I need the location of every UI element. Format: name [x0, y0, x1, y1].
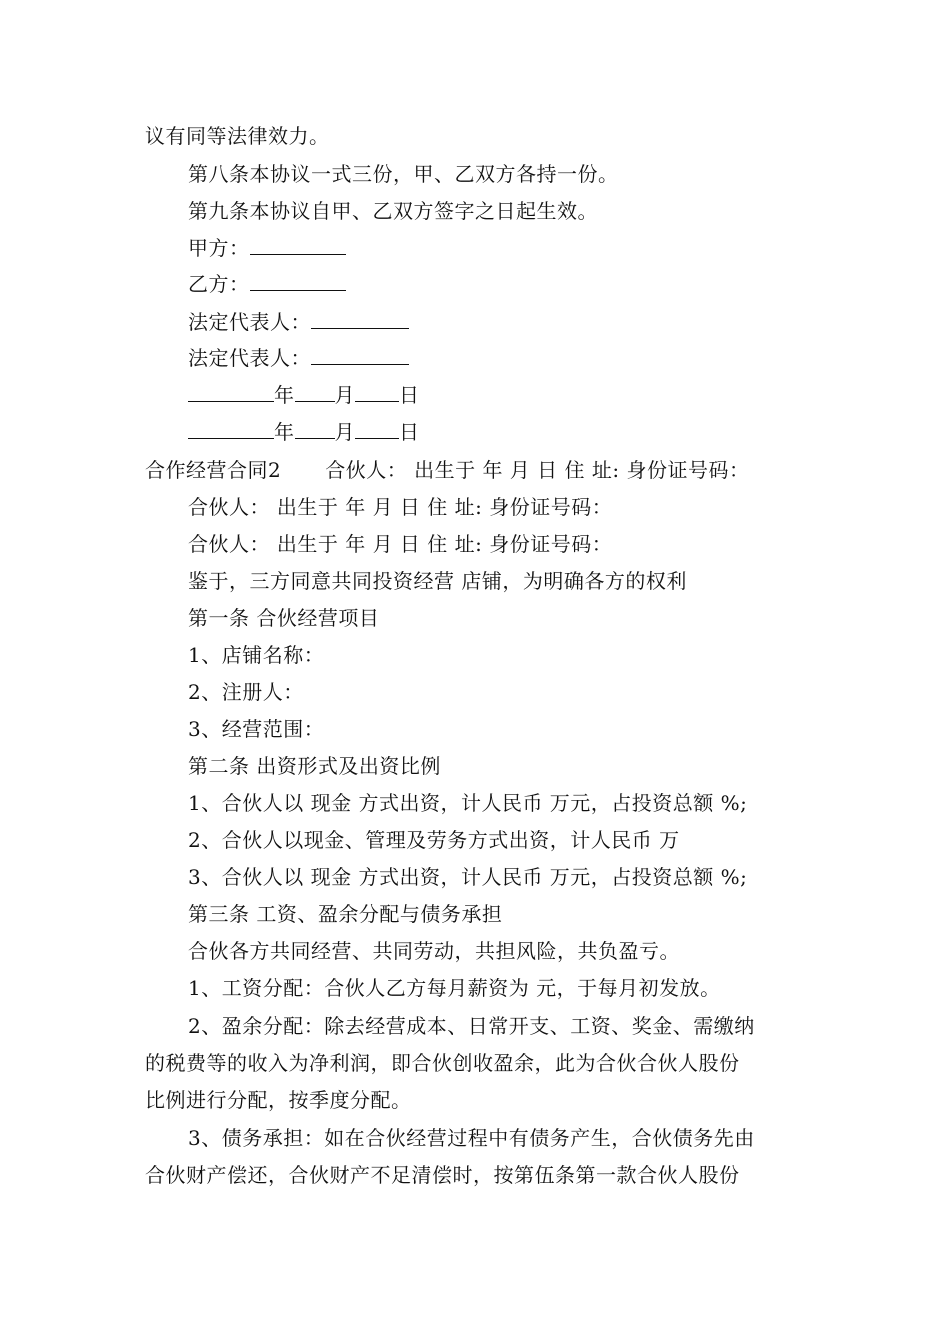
text-line: 1、店铺名称：	[188, 643, 325, 667]
year-label: 年	[274, 383, 295, 407]
text-line: 2、合伙人以现金、管理及劳务方式出资，计人民币 万	[188, 828, 680, 852]
month-blank	[295, 436, 335, 439]
year-blank	[188, 436, 274, 439]
signature-blank	[311, 326, 409, 329]
text-line: 2、盈余分配：除去经营成本、日常开支、工资、奖金、需缴纳	[188, 1014, 755, 1038]
text-line: 议有同等法律效力。	[145, 124, 330, 148]
section-heading: 第一条 合伙经营项目	[188, 606, 380, 630]
signature-blank	[250, 252, 346, 255]
text-line: 鉴于，三方同意共同投资经营 店铺，为明确各方的权利	[188, 569, 687, 593]
legal-rep-line-2	[188, 344, 409, 372]
text-line: 1、工资分配：合伙人乙方每月薪资为 元，于每月初发放。	[188, 976, 721, 1000]
signature-blank	[250, 288, 346, 291]
day-blank	[355, 399, 399, 402]
party-b-label: 乙方：	[188, 272, 250, 296]
text-line: 3、经营范围：	[188, 717, 325, 741]
legal-rep-label: 法定代表人：	[188, 346, 311, 370]
contract-heading-line	[145, 456, 749, 484]
year-blank	[188, 399, 274, 402]
section-heading: 第二条 出资形式及出资比例	[188, 754, 441, 778]
day-label: 日	[399, 420, 420, 444]
text-line: 3、合伙人以 现金 方式出资，计人民币 万元，占投资总额 %;	[188, 865, 748, 889]
partner-line: 合伙人： 出生于 年 月 日 住 址: 身份证号码：	[188, 495, 613, 519]
partner-line: 合伙人： 出生于 年 月 日 住 址: 身份证号码：	[188, 532, 613, 556]
text-line: 第八条本协议一式三份，甲、乙双方各持一份。	[188, 162, 619, 186]
signature-blank	[311, 362, 409, 365]
text-line: 合伙财产偿还，合伙财产不足清偿时，按第伍条第一款合伙人股份	[145, 1163, 740, 1187]
party-a-label: 甲方：	[188, 236, 250, 260]
text-line: 合伙各方共同经营、共同劳动，共担风险，共负盈亏。	[188, 939, 680, 963]
year-label: 年	[274, 420, 295, 444]
text-line: 3、债务承担：如在合伙经营过程中有债务产生，合伙债务先由	[188, 1126, 755, 1150]
legal-rep-label: 法定代表人：	[188, 310, 311, 334]
text-line: 第九条本协议自甲、乙双方签字之日起生效。	[188, 199, 598, 223]
legal-rep-line-1	[188, 308, 409, 336]
text-line: 的税费等的收入为净利润，即合伙创收盈余，此为合伙合伙人股份	[145, 1051, 740, 1075]
date-line-1	[188, 381, 420, 409]
day-blank	[355, 436, 399, 439]
section-heading: 第三条 工资、盈余分配与债务承担	[188, 902, 503, 926]
party-a-signature-line	[188, 234, 346, 262]
month-label: 月	[334, 383, 355, 407]
month-blank	[295, 399, 335, 402]
partner-line: 合伙人： 出生于 年 月 日 住 址: 身份证号码：	[325, 458, 750, 482]
text-line: 2、注册人：	[188, 680, 304, 704]
text-line: 1、合伙人以 现金 方式出资，计人民币 万元，占投资总额 %;	[188, 791, 748, 815]
date-line-2	[188, 418, 420, 446]
contract-heading: 合作经营合同2	[145, 458, 282, 482]
text-line: 比例进行分配，按季度分配。	[145, 1088, 412, 1112]
party-b-signature-line	[188, 270, 346, 298]
month-label: 月	[334, 420, 355, 444]
day-label: 日	[399, 383, 420, 407]
